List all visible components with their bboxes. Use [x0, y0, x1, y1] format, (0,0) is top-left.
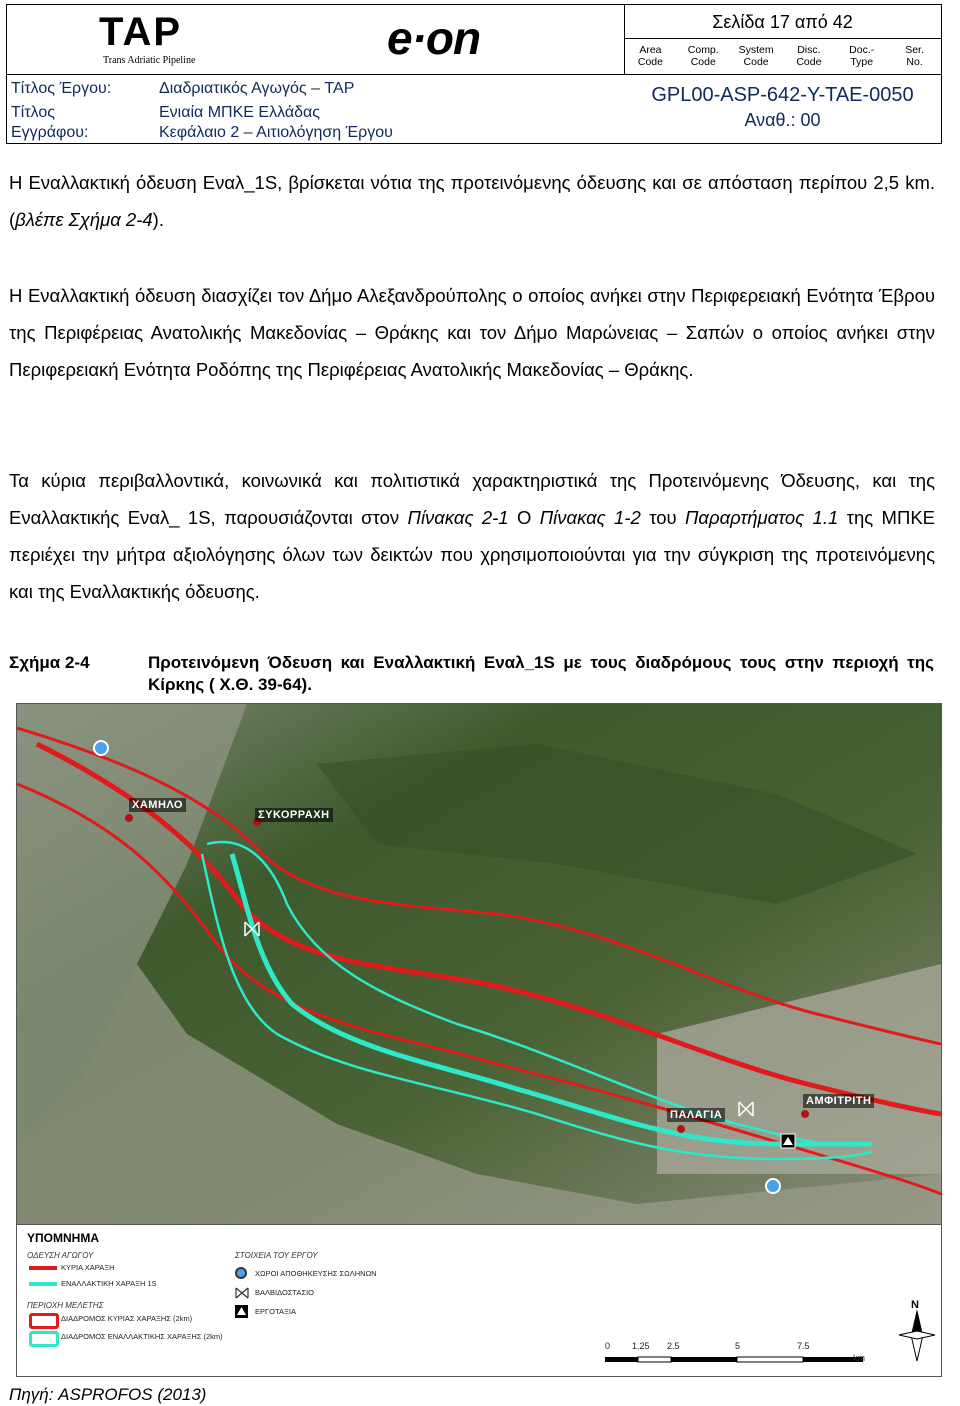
legend-main-route: ΚΥΡΙΑ ΧΑΡΑΞΗ	[61, 1263, 115, 1272]
tap-logo-text: TAP	[99, 10, 183, 54]
p3-ref-table-1-2: Πίνακας 1-2	[539, 507, 641, 528]
legend-valve: ΒΑΛΒΙΔΟΣΤΑΣΙΟ	[255, 1288, 315, 1297]
legend-route-heading: ΟΔΕΥΣΗ ΑΓΩΓΟΥ	[27, 1251, 94, 1260]
p3-b: Ο	[508, 507, 540, 528]
code-area: Area Code	[637, 44, 663, 68]
p3-ref-table-2-1: Πίνακας 2-1	[407, 507, 509, 528]
title-value-1: Ενιαία ΜΠΚΕ Ελλάδας	[159, 104, 320, 121]
code-system: System Code	[738, 44, 774, 68]
figure-source: Πηγή: ASPROFOS (2013)	[9, 1385, 207, 1404]
logo-area	[7, 5, 625, 75]
satellite-map	[17, 704, 941, 1224]
legend-alt-corridor-swatch	[29, 1331, 59, 1347]
town-label-sykorrachi: ΣΥΚΟΡΡΑΧΗ	[255, 808, 333, 822]
town-label-palagia: ΠΑΛΑΓΙΑ	[667, 1108, 725, 1122]
legend-study-heading: ΠΕΡΙΟΧΗ ΜΕΛΕΤΗΣ	[27, 1301, 104, 1310]
legend-valve-icon	[235, 1287, 249, 1299]
code-doctype: Doc.- Type	[849, 44, 875, 68]
legend-main-corridor: ΔΙΑΔΡΟΜΟΣ ΚΥΡΙΑΣ ΧΑΡΑΞΗΣ (2km)	[61, 1314, 193, 1323]
town-label-chamilo: ΧΑΜΗΛΟ	[129, 798, 186, 812]
scale-unit: km	[853, 1353, 865, 1363]
scale-label-2: 2.5	[667, 1341, 680, 1351]
page-number: Σελίδα 17 από 42	[624, 5, 941, 39]
legend-title: ΥΠΟΜΝΗΜΑ	[27, 1231, 99, 1245]
north-label: N	[911, 1299, 919, 1311]
scale-label-3: 5	[735, 1341, 741, 1351]
legend-main-corridor-swatch	[29, 1313, 59, 1329]
map-legend	[17, 1224, 941, 1377]
scale-label-1: 1.25	[632, 1341, 650, 1351]
p1-end: ).	[152, 209, 164, 230]
code-columns	[624, 39, 941, 75]
figure-label: Σχήμα 2-4	[9, 653, 90, 672]
header-meta	[7, 75, 625, 143]
eon-logo: e·on	[387, 12, 481, 64]
figure-caption: Προτεινόμενη Όδευση και Εναλλακτική Εναλ_1S με τους διαδρόμους τους στην περιοχή της Κίρκης ( Χ.Θ. 39-64).	[148, 653, 934, 694]
project-label: Τίτλος Έργου:	[11, 80, 112, 97]
legend-alt-route: ΕΝΑΛΛΑΚΤΙΚΗ ΧΑΡΑΞΗ 1S	[61, 1279, 157, 1288]
scale-label-0: 0	[605, 1341, 611, 1351]
revision: Αναθ.: 00	[744, 110, 821, 130]
paragraph-1	[9, 164, 935, 238]
p3-c: του	[640, 507, 686, 528]
legend-alt-corridor: ΔΙΑΔΡΟΜΟΣ ΕΝΑΛΛΑΚΤΙΚΗΣ ΧΑΡΑΞΗΣ (2km)	[61, 1332, 223, 1341]
town-label-amfitriti: ΑΜΦΙΤΡΙΤΗ	[803, 1094, 874, 1108]
scale-label-4: 7.5	[797, 1341, 810, 1351]
code-serno: Ser. No.	[905, 44, 924, 68]
town-dot-chamilo	[125, 814, 133, 822]
legend-site: ΕΡΓΟΤΑΞΙΑ	[255, 1307, 296, 1316]
legend-alt-route-swatch	[29, 1282, 57, 1286]
code-comp: Comp. Code	[687, 44, 719, 68]
document-number: GPL00-ASP-642-Y-TAE-0050	[651, 84, 914, 106]
p3-ref-annex: Παραρτήματος 1.1	[685, 507, 839, 528]
p1-text: Η Εναλλακτική όδευση Εναλ_1S, βρίσκεται νότια της προτεινόμενης όδευσης και σε απόσταση περίπου 2,5 km. (	[9, 172, 935, 230]
title-label-1: Τίτλος	[11, 104, 56, 121]
paragraph-2: Η Εναλλακτική όδευση διασχίζει τον Δήμο Αλεξανδρούπολης ο οποίος ανήκει στην Περιφερειακή Ενότητα Έβρου της Περιφέρειας Ανατολικής Μακεδονίας – Θράκης και τον Δήμο Μαρώνειας – Σαπών ο οποίος ανήκει στην Περιφερειακή Ενότητα Ροδόπης της Περιφέρειας Ανατολικής Μακεδονίας – Θράκης.	[9, 285, 935, 380]
pipe-storage-icon	[94, 741, 108, 755]
title-value-2: Κεφάλαιο 2 – Αιτιολόγηση Έργου	[159, 124, 393, 141]
tap-logo	[99, 11, 259, 69]
town-dot-palagia	[677, 1125, 685, 1133]
pipe-storage-icon	[766, 1179, 780, 1193]
project-value: Διαδριατικός Αγωγός – TAP	[159, 80, 355, 97]
header-right	[624, 5, 941, 143]
document-header	[6, 4, 942, 144]
legend-storage-icon	[235, 1267, 247, 1279]
legend-elements-heading: ΣΤΟΙΧΕΙΑ ΤΟΥ ΕΡΓΟΥ	[235, 1251, 318, 1260]
legend-storage: ΧΩΡΟΙ ΑΠΟΘΗΚΕΥΣΗΣ ΣΩΛΗΝΩΝ	[255, 1269, 377, 1278]
p3-d: της ΜΠΚΕ περιέχει την μήτρα αξιολόγησης όλων των δεικτών που χρησιμοποιούνται για την σύγκριση της προτεινόμενης και της Εναλλακτικής όδευσης.	[9, 507, 936, 602]
route-map-figure	[16, 703, 942, 1377]
town-dot-amfitriti	[801, 1110, 809, 1118]
code-disc: Disc. Code	[796, 44, 822, 68]
legend-site-icon	[235, 1305, 248, 1318]
title-label-2: Εγγράφου:	[11, 124, 89, 141]
p3-a: Τα κύρια περιβαλλοντικά, κοινωνικά και πολιτιστικά χαρακτηριστικά της Προτεινόμενης Όδευσης, και της Εναλλακτικής Εναλ_ 1S, παρουσιάζονται στον	[9, 470, 935, 528]
legend-main-route-swatch	[29, 1266, 57, 1270]
tap-logo-subtitle: Trans Adriatic Pipeline	[103, 55, 196, 66]
scale-bar	[605, 1355, 865, 1365]
paragraph-3	[9, 462, 935, 610]
p1-figure-ref: βλέπε Σχήμα 2-4	[15, 209, 153, 230]
